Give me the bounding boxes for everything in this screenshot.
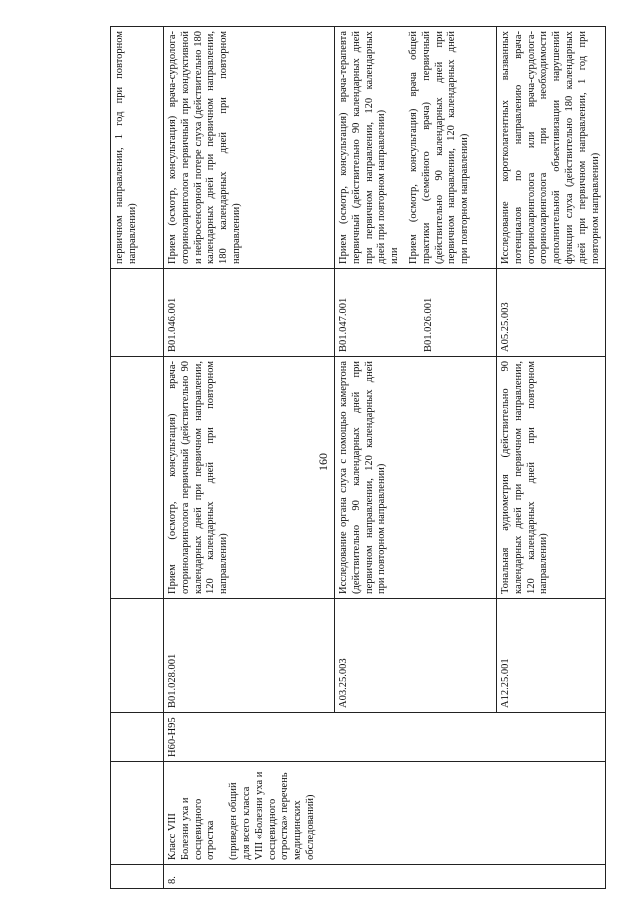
cont-blank-code2 bbox=[111, 269, 164, 357]
class-title-line: Класс VIII bbox=[167, 813, 178, 860]
followup-code: B01.047.001 bbox=[338, 297, 349, 352]
class-title-line: Болезни уха и bbox=[179, 797, 191, 860]
followup-code: A05.25.003 bbox=[497, 269, 606, 357]
class-note-line: VIII «Болезни уха и bbox=[253, 771, 265, 860]
class-note-line: обследований) bbox=[304, 794, 316, 860]
service-description: Исследование органа слуха с помощью камертона (действительно 90 календарных дней при первичном направлении, 120 календарных дней при повторном направлении) bbox=[335, 357, 497, 599]
row-number: 8. bbox=[164, 865, 606, 889]
class-title-line: отростка bbox=[205, 820, 217, 860]
disease-class-cell bbox=[164, 762, 606, 865]
class-note bbox=[228, 766, 318, 860]
followup-description: Прием (осмотр, консультация) врача-сурдолога-оториноларинголога первичный при кондуктивной и нейросенсорной потере слуха (действительно 180 календарных дней при первичном направлении, 180 календарных дней при повторном направлении) bbox=[164, 27, 335, 269]
class-note-line: (приведен общий bbox=[228, 782, 240, 860]
class-title bbox=[167, 766, 218, 860]
icd-range: H60-H95 bbox=[164, 713, 606, 762]
followup-descriptions bbox=[335, 27, 497, 269]
page-number: 160 bbox=[316, 453, 330, 471]
service-code: A03.25.003 bbox=[335, 599, 497, 713]
followup-codes bbox=[335, 269, 497, 357]
cont-blank-code bbox=[111, 599, 164, 713]
service-code: A12.25.001 bbox=[497, 599, 606, 713]
followup-or: или bbox=[389, 247, 401, 264]
followup-code: B01.046.001 bbox=[164, 269, 335, 357]
followup-description: Прием (осмотр, консультация) врача общей практики (семейного врача) первичный (действительно 90 календарных дней при первичном направлении, 120 календарных дней при повторном направлении) bbox=[407, 31, 471, 264]
cont-fragment: первичном направлении, 1 год при повторном направлении) bbox=[111, 27, 164, 269]
followup-description: Исследование коротколатентных вызванных потенциалов по направлению врача-оториноларинголога или врача-сурдолога-оториноларинголога при необходимости дополнительной объективизации нарушений функции слуха (действительно 180 календарных дней при первичном направлении, 1 год при повторном направлении) bbox=[497, 27, 606, 269]
class-title-line: сосцевидного bbox=[192, 798, 204, 860]
cont-blank-icd bbox=[111, 713, 164, 762]
class-note-line: для всего класса bbox=[240, 786, 252, 860]
service-description: Тональная аудиометрия (действительно 90 календарных дней при первичном направлении, 120 календарных дней при повторном направлении) bbox=[497, 357, 606, 599]
cont-blank-class bbox=[111, 762, 164, 865]
service-code: B01.028.001 bbox=[164, 599, 335, 713]
cont-blank-num bbox=[111, 865, 164, 889]
class-note-line: сосцевидного bbox=[266, 798, 278, 860]
class-note-line: отростка» перечень bbox=[279, 772, 291, 860]
followup-description: Прием (осмотр, консультация) врача-терапевта первичный (действительно 90 календарных дней при первичном направлении, 120 календарных дней при повторном направлении) bbox=[338, 31, 388, 264]
service-description: Прием (осмотр, консультация) врача-оториноларинголога первичный (действительно 90 календарных дней при первичном направлении, 120 календарных дней при повторном направлении) bbox=[164, 357, 335, 599]
followup-code: B01.026.001 bbox=[422, 297, 434, 352]
class-note-line: медицинских bbox=[292, 800, 304, 860]
exam-table bbox=[110, 27, 601, 889]
cont-blank-text bbox=[111, 357, 164, 599]
